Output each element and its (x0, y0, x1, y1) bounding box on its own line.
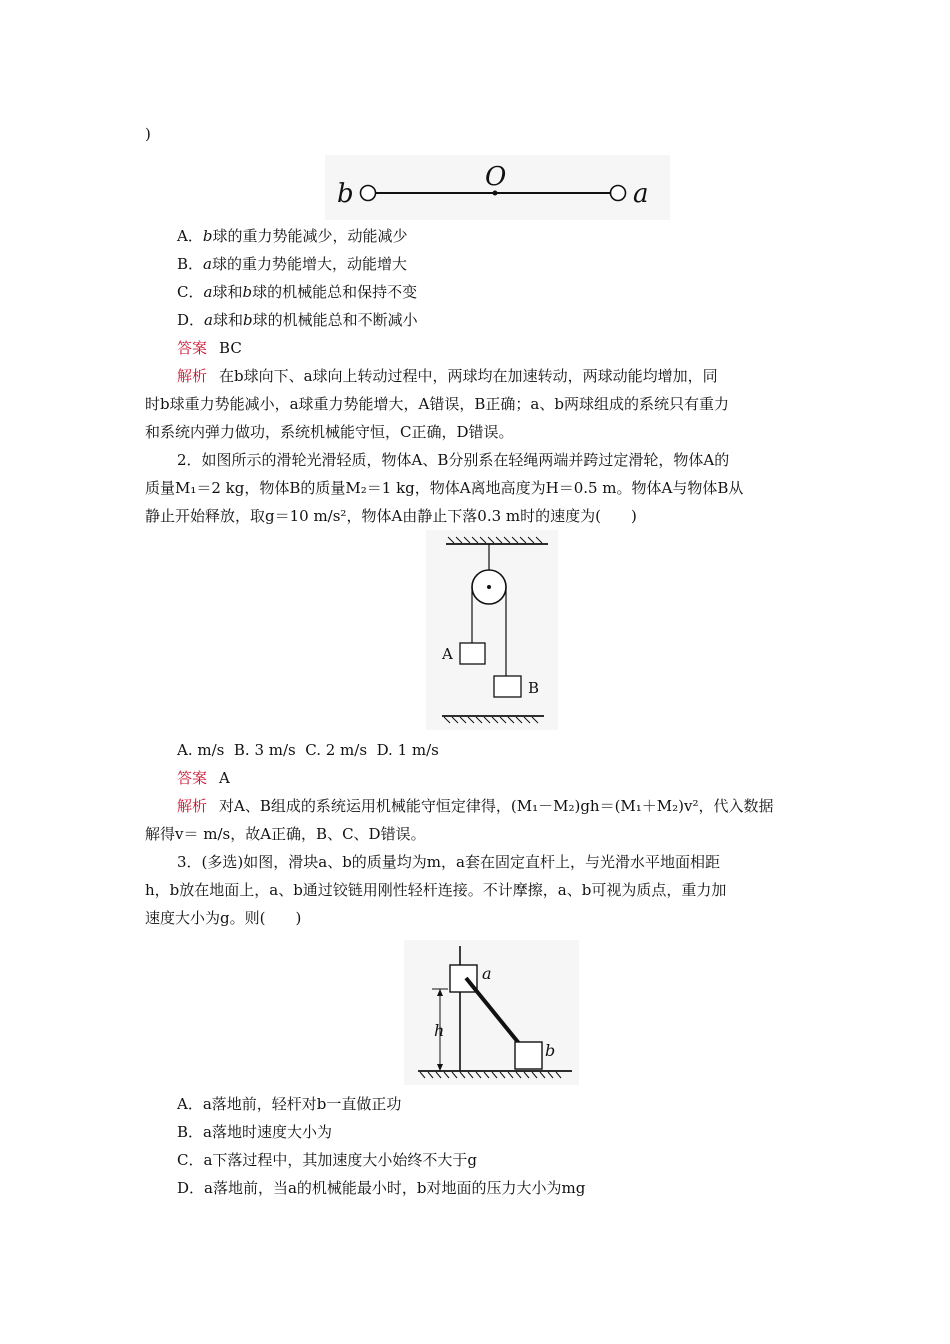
q1-option-d: D．a球和b球的机械能总和不断减小 (177, 311, 418, 329)
ball-a (611, 186, 626, 201)
q3-stem-line1: 3．(多选)如图，滑块a、b的质量均为m，a套在固定直杆上，与光滑水平地面相距 (177, 853, 720, 871)
q2-stem-line2: 质量M₁＝2 kg，物体B的质量M₂＝1 kg，物体A离地高度为H＝0.5 m。物体A与物体B从 (145, 479, 744, 497)
ball-b (361, 186, 376, 201)
q1-analysis-line2: 时b球重力势能减小，a球重力势能增大，A错误，B正确；a、b两球组成的系统只有重力 (145, 395, 729, 413)
label-block-a: A (442, 645, 453, 663)
block-a (460, 643, 485, 664)
q1-analysis-line3: 和系统内弹力做功，系统机械能守恒，C正确，D错误。 (145, 423, 514, 441)
q1-option-b: B．a球的重力势能增大，动能增大 (177, 255, 407, 273)
label-block-b: B (528, 679, 540, 697)
q2-stem-line3: 静止开始释放，取g＝10 m/s²，物体A由静止下落0.3 m时的速度为( ) (145, 507, 637, 525)
q1-option-c: C．a球和b球的机械能总和保持不变 (177, 283, 418, 301)
label-o: O (485, 162, 507, 192)
q3-option-c: C．a下落过程中，其加速度大小始终不大于g (177, 1151, 478, 1169)
q3-option-b: B．a落地时速度大小为 (177, 1123, 332, 1141)
q1-answer: 答案 BC (177, 339, 242, 357)
label-b: b (337, 179, 354, 209)
q3-stem-line2: h，b放在地面上，a、b通过铰链用刚性轻杆连接。不计摩擦，a、b可视为质点，重力加 (145, 881, 727, 899)
figure-rod-balls (325, 155, 670, 220)
q2-analysis-line2: 解得v＝ m/s，故A正确，B、C、D错误。 (145, 825, 426, 843)
figure-slider-rod (404, 940, 579, 1085)
label-height-h: h (434, 1021, 445, 1040)
q1-analysis-line1: 解析 在b球向下、a球向上转动过程中，两球均在加速转动，两球动能均增加，同 (177, 367, 718, 385)
q1-option-a: A．b球的重力势能减少，动能减少 (177, 227, 408, 245)
figure-pulley (426, 530, 558, 730)
q2-analysis-line1: 解析 对A、B组成的系统运用机械能守恒定律得，(M₁－M₂)gh＝(M₁＋M₂)v²，代入数据 (177, 797, 774, 815)
q2-answer: 答案 A (177, 769, 230, 787)
block-b (494, 676, 521, 697)
label-a: a (633, 179, 649, 209)
q2-stem-line1: 2．如图所示的滑轮光滑轻质，物体A、B分别系在轻绳两端并跨过定滑轮，物体A的 (177, 451, 730, 469)
q3-option-a: A．a落地前，轻杆对b一直做正功 (177, 1095, 402, 1113)
label-slider-a: a (482, 964, 492, 983)
q3-stem-line3: 速度大小为g。则( ) (145, 909, 302, 927)
slider-b (515, 1042, 542, 1069)
label-slider-b: b (545, 1041, 556, 1060)
q3-option-d: D．a落地前，当a的机械能最小时，b对地面的压力大小为mg (177, 1179, 586, 1197)
continued-paren: ) (145, 125, 151, 143)
q2-options: A. m/s B. 3 m/s C. 2 m/s D. 1 m/s (177, 741, 439, 759)
